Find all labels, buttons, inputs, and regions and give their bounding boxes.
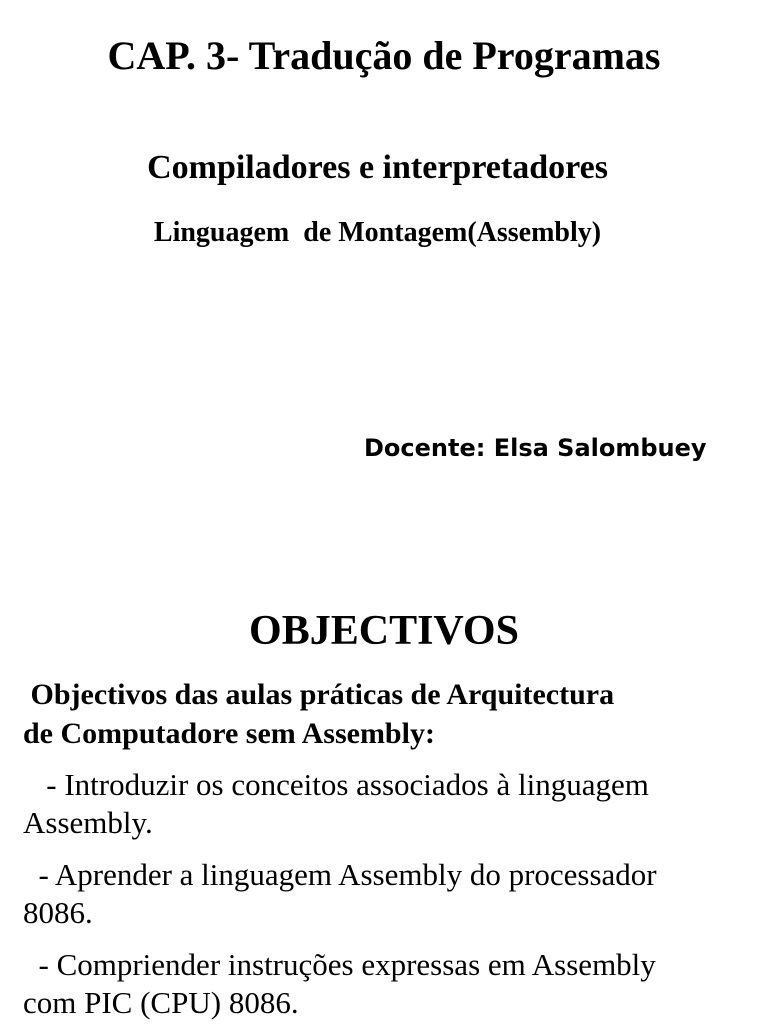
slide-subtitle: Compiladores e interpretadores (147, 149, 608, 186)
objectives-intro: Objectivos das aulas práticas de Arquitectura de Computadore sem Assembly: (23, 678, 615, 750)
objectives-title: OBJECTIVOS (249, 608, 519, 654)
objectives-list (23, 766, 743, 1036)
slide-title: CAP. 3- Tradução de Programas (107, 33, 661, 78)
objective-item: - Introduzir os conceitos associados à linguagem Assembly. (23, 767, 649, 840)
objective-item: - Compriender instruções expressas em Assembly com PIC (CPU) 8086. (23, 947, 656, 1020)
slide-subtitle-secondary: Linguagem de Montagem(Assembly) (153, 217, 602, 248)
objectives-slide (0, 560, 768, 1024)
lecturer-name: Docente: Elsa Salombuey (364, 434, 707, 462)
objective-item: - Aprender a linguagem Assembly do processador 8086. (23, 857, 657, 930)
